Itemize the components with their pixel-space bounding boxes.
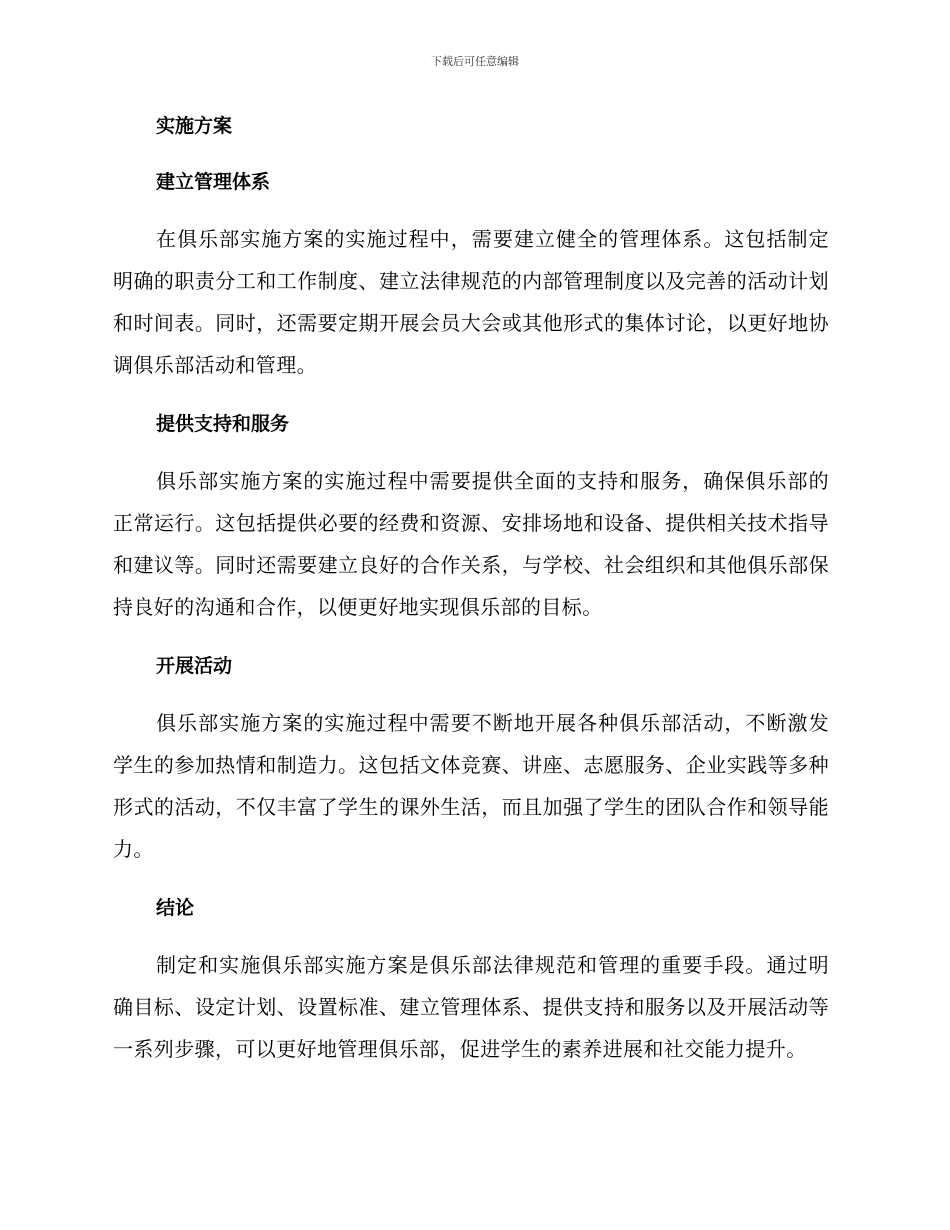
section-activities <box>113 650 829 870</box>
section-heading: 建立管理体系 <box>156 171 271 193</box>
section-heading: 提供支持和服务 <box>156 413 290 435</box>
page-header-note: 下载后可任意编辑 <box>431 55 519 68</box>
section-paragraph: 在俱乐部实施方案的实施过程中，需要建立健全的管理体系。这包括制定明确的职责分工和工作制度、建立法律规范的内部管理制度以及完善的活动计划和时间表。同时，还需要定期开展会员大会或其他形式的集体讨论，以更好地协调俱乐部活动和管理。 <box>113 227 829 377</box>
document-content <box>113 110 829 1092</box>
section-conclusion <box>113 892 829 1070</box>
section-support-services <box>113 408 829 628</box>
document-title: 实施方案 <box>156 115 233 137</box>
section-heading: 结论 <box>156 897 195 919</box>
section-management-system <box>113 166 829 386</box>
section-paragraph: 俱乐部实施方案的实施过程中需要提供全面的支持和服务，确保俱乐部的正常运行。这包括提供必要的经费和资源、安排场地和设备、提供相关技术指导和建议等。同时还需要建立良好的合作关系，与学校、社会组织和其他俱乐部保持良好的沟通和合作，以便更好地实现俱乐部的目标。 <box>113 469 829 619</box>
section-paragraph: 制定和实施俱乐部实施方案是俱乐部法律规范和管理的重要手段。通过明确目标、设定计划、设置标准、建立管理体系、提供支持和服务以及开展活动等一系列步骤，可以更好地管理俱乐部，促进学生的素养进展和社交能力提升。 <box>113 953 829 1061</box>
section-paragraph: 俱乐部实施方案的实施过程中需要不断地开展各种俱乐部活动，不断激发学生的参加热情和制造力。这包括文体竞赛、讲座、志愿服务、企业实践等多种形式的活动，不仅丰富了学生的课外生活，而且加强了学生的团队合作和领导能力。 <box>113 711 829 861</box>
section-heading: 开展活动 <box>156 655 233 677</box>
